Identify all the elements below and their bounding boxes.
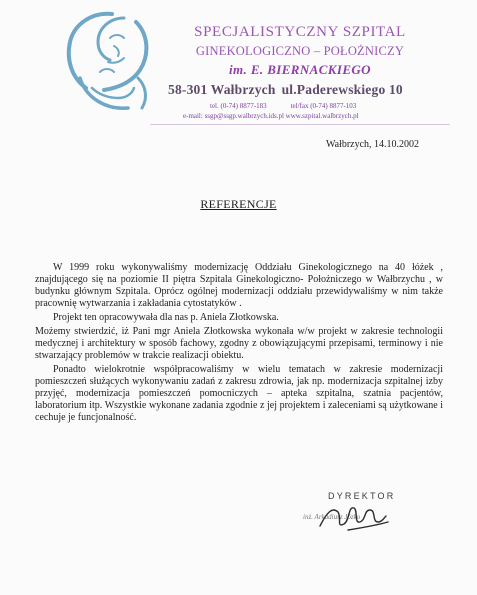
letter-title	[0, 197, 477, 212]
letter-date: Wałbrzych, 14.10.2002	[326, 139, 420, 150]
paragraph: Możemy stwierdzić, iż Pani mgr Aniela Złotkowska wykonała w/w projekt w zakresie technologii medycznej i architektury w sposób fachowy, zgodny z obowiązującymi przepisami, terminowy i nie stwarzający problemów w trakcie realizacji obiektu.	[35, 326, 443, 361]
phone-line	[210, 102, 356, 110]
handwritten-signature	[308, 492, 418, 548]
paragraph: Ponadto wielokrotnie współpracowaliśmy w wielu tematach w zakresie modernizacji pomieszczeń służących wykonywaniu zadań z zakresu zdrowia, jak np. modernizacja szpitalnej izby przyjęć, modernizacja pomieszczeń pomocniczych – apteka szpitalna, szatnia pacjentów, laboratorium itp. Wszystkie wykonane zadania zgodnie z jej projektem i zaleceniami są użytkowane i cechuje je funcjonalność.	[35, 364, 443, 423]
signature-name: inż. Arkadiusz Józko	[303, 513, 361, 521]
contact-line: e-mail: ssgp@ssgp.walbrzych.ids.pl www.szpital.walbrzych.pl	[183, 112, 359, 120]
signature-title: DYREKTOR	[328, 491, 396, 501]
paragraph: W 1999 roku wykonywaliśmy modernizację Oddziału Ginekologicznego na 40 łóżek , znajdującego się na poziomie II piętra Szpitala Ginekologiczno- Położniczego w Wałbrzychu , w budynku głównym Szpitala. Oprócz ogólnej modernizacji oddziału przewidywaliśmy w nim także pracownię wytwarzania i zakładania cytostatyków .	[35, 262, 443, 309]
hospital-name: SPECJALISTYCZNY SZPITAL	[194, 24, 406, 40]
hospital-specialty: GINEKOLOGICZNO – POŁOŻNICZY	[195, 44, 405, 58]
address-city: 58-301 Wałbrzych	[168, 82, 276, 97]
fax-number: tel/fax (0-74) 8877-103	[290, 102, 357, 110]
header-divider	[150, 124, 450, 125]
letter-title-text: REFERENCJE	[200, 197, 277, 211]
paragraph: Projekt ten opracowywała dla nas p. Aniela Złotkowska.	[53, 312, 279, 323]
address-street: ul.Paderewskiego 10	[281, 82, 403, 97]
hospital-address	[168, 82, 403, 98]
hospital-patron: im. E. BIERNACKIEGO	[229, 62, 371, 77]
letter-body	[35, 262, 443, 426]
phone-number: tel. (0-74) 8877-183	[210, 102, 267, 110]
hospital-logo	[52, 8, 162, 120]
